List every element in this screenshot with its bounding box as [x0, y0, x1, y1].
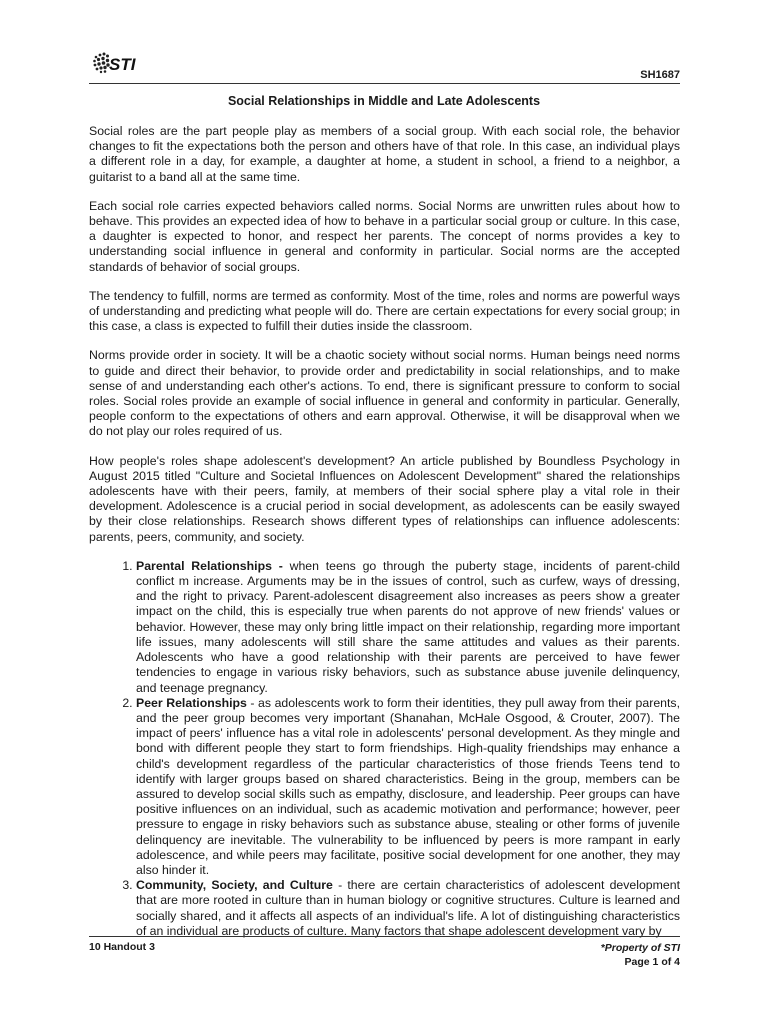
- paragraph: The tendency to fulfill, norms are termed as conformity. Most of the time, roles and norms are powerful ways of understanding and predicting what people will do. There are certain expectations for every social group; in this case, a class is expected to fulfill their duties inside the classroom.: [89, 288, 680, 334]
- document-body: [89, 124, 680, 939]
- list-item: [136, 696, 680, 878]
- footer-right: [601, 941, 680, 969]
- property-notice: *Property of STI: [600, 942, 680, 954]
- list-item-term: Parental Relationships -: [136, 558, 283, 573]
- handout-label: 10 Handout 3: [89, 941, 155, 953]
- paragraph: Norms provide order in society. It will be a chaotic society without social norms. Human beings need norms to guide and direct their behavior, to provide order and predictability in social relationships, and to make sense of and understanding each other's actions. To end, there is significant pressure to conform to social roles. Social roles provide an example of social influence in general and conformity in particular. Generally, people conform to the expectations of others and earn approval. Otherwise, it will be disapproval when we do not play our roles required of us.: [89, 348, 680, 439]
- footer-divider: [89, 936, 680, 937]
- svg-text:STI: STI: [109, 55, 136, 74]
- sti-logo: [92, 50, 152, 76]
- relationship-list: [89, 559, 680, 939]
- page-number: Page 1 of 4: [624, 956, 680, 968]
- list-item-text: - as adolescents work to form their identities, they pull away from their parents, and the peer group becomes very important (Shanahan, McHale Osgood, & Crouter, 2007). The impact of peers' influence has a vital role in adolescents' personal development. As they mingle and bond with different people they start to form friendships. High-quality friendships may enhance a child's development regardless of the particular characteristics of those friends Teens tend to identify with larger groups based on shared characteristics. Being in the group, members can be assured to develop social skills such as empathy, disclosure, and leadership. Peer groups can have positive influences on an individual, such as academic motivation and performance; however, peer pressure to engage in risky behaviors such as substance abuse, stealing or other forms of juvenile delinquency are inevitable. The vulnerability to be influenced by peers is more rampant in early adolescence, and while peers may facilitate, positive social development for one another, they may also hinder it.: [136, 695, 680, 877]
- list-item-term: Community, Society, and Culture: [136, 878, 333, 893]
- list-item: [136, 559, 680, 696]
- paragraph: Each social role carries expected behaviors called norms. Social Norms are unwritten rules about how to behave. This provides an expected idea of how to behave in a particular social group or culture. In this case, a daughter is expected to honor, and respect her parents. The concept of norms provides a key to understanding social influence in general and conformity in particular. Social norms are the accepted standards of behavior of social groups.: [89, 198, 680, 274]
- list-item-text: when teens go through the puberty stage, incidents of parent-child conflict m increase. Arguments may be in the issues of control, such as curfew, ways of dressing, and the right to privacy. Parent-adolescent disagreement also increases as peers show a greater impact on the child, this is especially true when parents do not approve of new friends' values or behavior. However, these may only bring little impact on their relationship, regarding more important life issues, many adolescents will still share the same attitudes and values as their parents. Adolescents who have a good relationship with their parents are perceived to have fewer tendencies to engage in various risky behaviors, such as substance abuse juvenile delinquency, and teenage pregnancy.: [136, 558, 680, 695]
- header-divider: [89, 83, 680, 84]
- list-item: [136, 878, 680, 939]
- paragraph: Social roles are the part people play as members of a social group. With each social role, the behavior changes to fit the expectations both the person and others have of that role. In this case, an individual plays a different role in a day, for example, a daughter at home, a student in school, a friend to a neighbor, a guitarist to a band all at the same time.: [89, 124, 680, 184]
- list-item-term: Peer Relationships: [136, 695, 247, 710]
- paragraph: How people's roles shape adolescent's development? An article published by Boundless Psychology in August 2015 titled "Culture and Societal Influences on Adolescent Development" shared the relationships adolescents have with their peers, family, at members of their social sphere play a vital role in their development. Adolescence is a crucial period in social development, as adolescents can be easily swayed by their close relationships. Research shows different types of relationships can influence adolescents: parents, peers, community, and society.: [89, 453, 680, 544]
- document-title: Social Relationships in Middle and Late Adolescents: [227, 94, 541, 108]
- list-item-text: - there are certain characteristics of adolescent development that are more rooted in culture than in human biology or cognitive structures. Culture is learned and socially shared, and it affects all aspects of an individual's life. A lot of distinguishing characteristics of an individual are products of culture. Many factors that shape adolescent development vary by: [136, 878, 680, 938]
- document-code: SH1687: [640, 69, 680, 81]
